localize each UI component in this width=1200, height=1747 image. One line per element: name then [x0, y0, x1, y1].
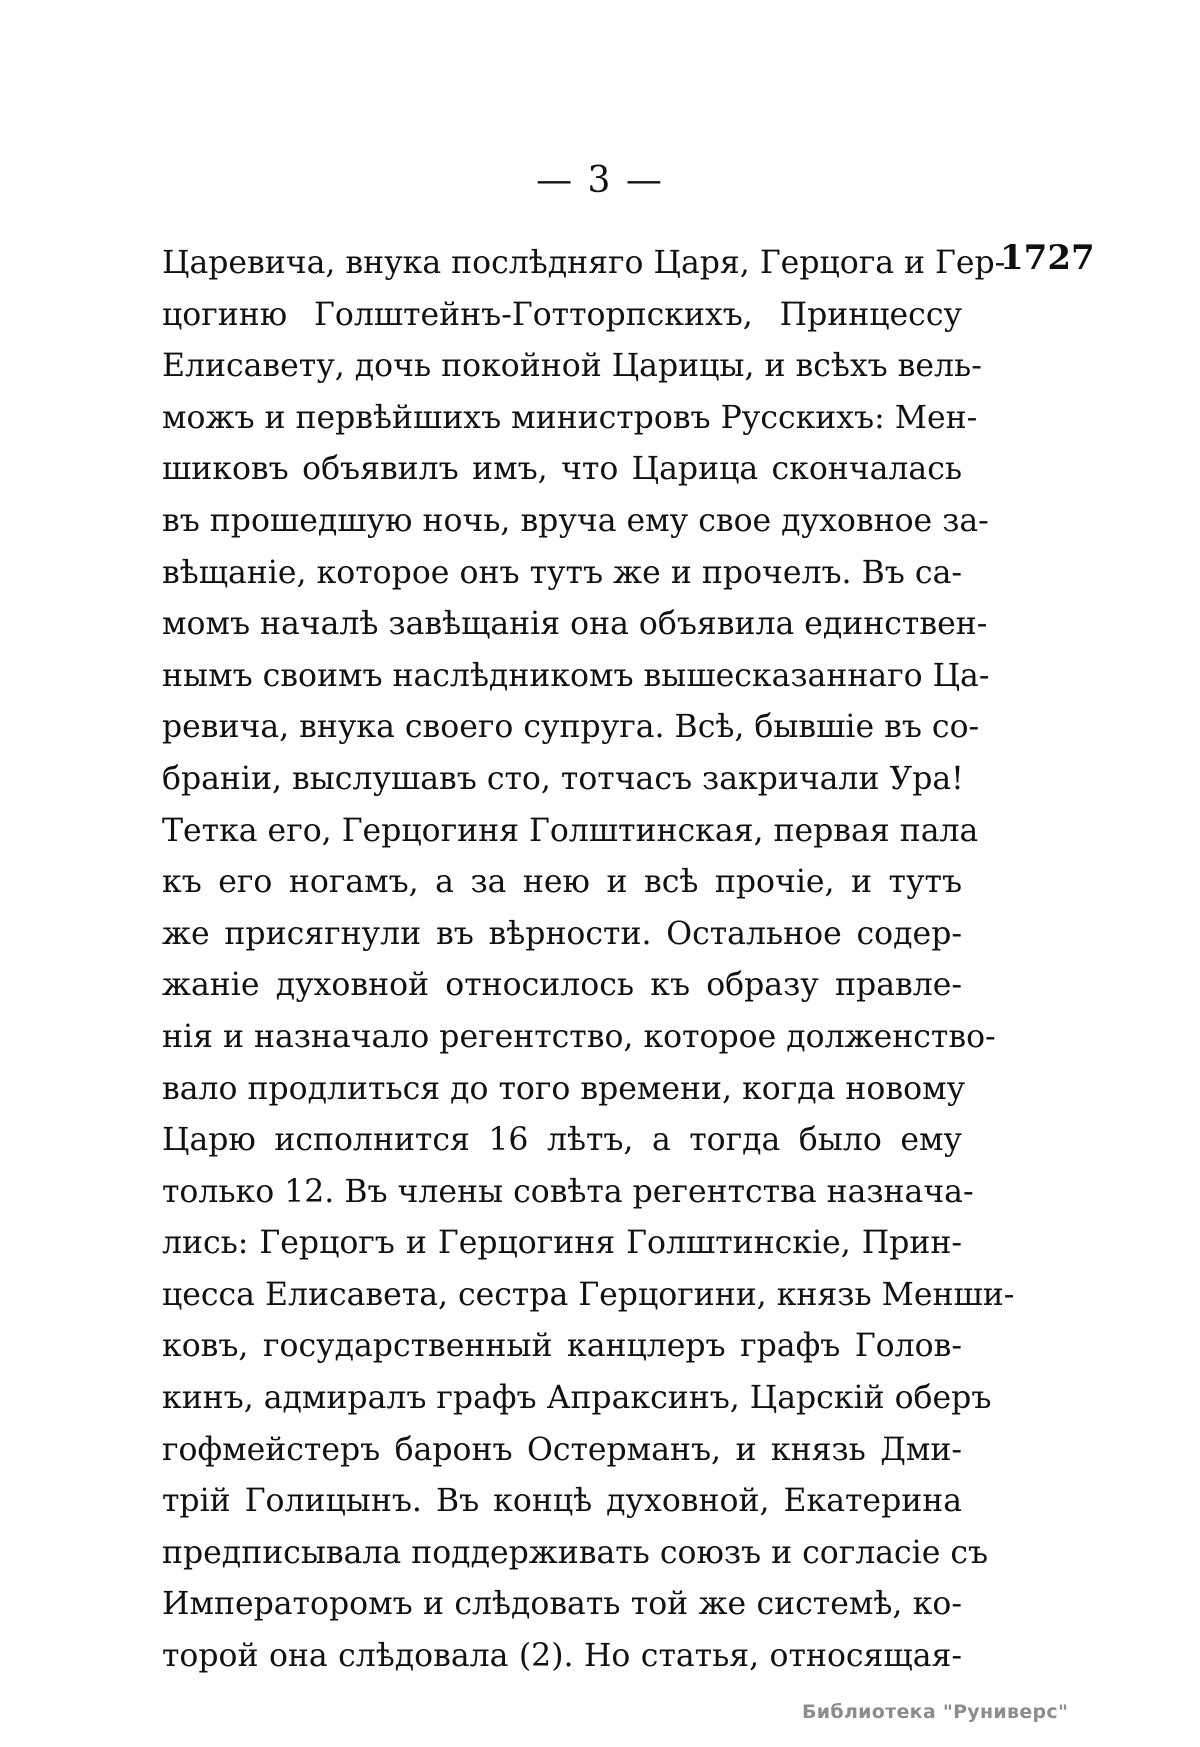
text-line: Царевича, внука послѣдняго Царя, Герцога и Гер-	[162, 245, 1006, 281]
text-line: Царю исполнится 16 лѣтъ, а тогда было ему	[162, 1122, 962, 1159]
page-number: — 3 —	[536, 160, 664, 201]
text-line: шиковъ объявилъ имъ, что Царица скончалась	[162, 451, 962, 488]
text-line: браніи, выслушавъ сто, тотчасъ закричали Ура!	[162, 760, 964, 797]
text-line: къ его ногамъ, а за нею и всѣ прочіе, и тутъ	[162, 864, 962, 901]
text-line: только 12. Въ члены совѣта регентства назнача-	[162, 1173, 974, 1210]
text-line: можъ и первѣйшихъ министровъ Русскихъ: Мен-	[162, 399, 978, 436]
text-line: трій Голицынъ. Въ концѣ духовной, Екатерина	[162, 1483, 962, 1520]
text-line: торой она слѣдовала (2). Но статья, относящая-	[162, 1638, 962, 1675]
text-line: лись: Герцогъ и Герцогиня Голштинскіе, Прин-	[162, 1225, 962, 1262]
text-line: нымъ своимъ наслѣдникомъ вышесказаннаго Ца-	[162, 657, 990, 694]
text-line: цесса Елисавета, сестра Герцогини, князь Менши-	[162, 1276, 1015, 1313]
library-watermark: Библиотека "Руниверс"	[802, 1701, 1069, 1723]
text-line: цогиню Голштейнъ-Готторпскихъ, Принцессу	[162, 296, 962, 333]
text-line: кинъ, адмиралъ графъ Апраксинъ, Царскій оберъ	[162, 1380, 992, 1417]
text-line: же присягнули въ вѣрности. Остальное содер-	[162, 915, 962, 952]
text-line: Тетка его, Герцогиня Голштинская, первая пала	[162, 812, 979, 849]
text-line: въ прошедшую ночь, вруча ему свое духовное за-	[162, 502, 989, 539]
body-text	[162, 238, 1015, 1683]
margin-year: 1727	[1000, 238, 1095, 278]
text-line: гофмейстеръ баронъ Остерманъ, и князь Дми-	[162, 1431, 962, 1468]
text-line: предписывала поддерживать союзъ и согласіе съ	[162, 1534, 989, 1571]
text-line: ревича, внука своего супруга. Всѣ, бывшіе въ со-	[162, 709, 980, 746]
text-line: вало продлиться до того времени, когда новому	[162, 1070, 966, 1107]
text-line: ковъ, государственный канцлеръ графъ Голов-	[162, 1328, 962, 1365]
text-line: жаніе духовной относилось къ образу правле-	[162, 967, 962, 1004]
text-line: Императоромъ и слѣдовать той же системѣ, ко-	[162, 1586, 962, 1623]
text-line: Елисавету, дочь покойной Царицы, и всѣхъ вель-	[162, 348, 982, 385]
text-line: нія и назначало регентство, которое долженство-	[162, 1018, 996, 1055]
text-line: момъ началѣ завѣщанія она объявила единствен-	[162, 606, 988, 643]
text-line: вѣщаніе, которое онъ тутъ же и прочелъ. Въ са-	[162, 554, 962, 591]
